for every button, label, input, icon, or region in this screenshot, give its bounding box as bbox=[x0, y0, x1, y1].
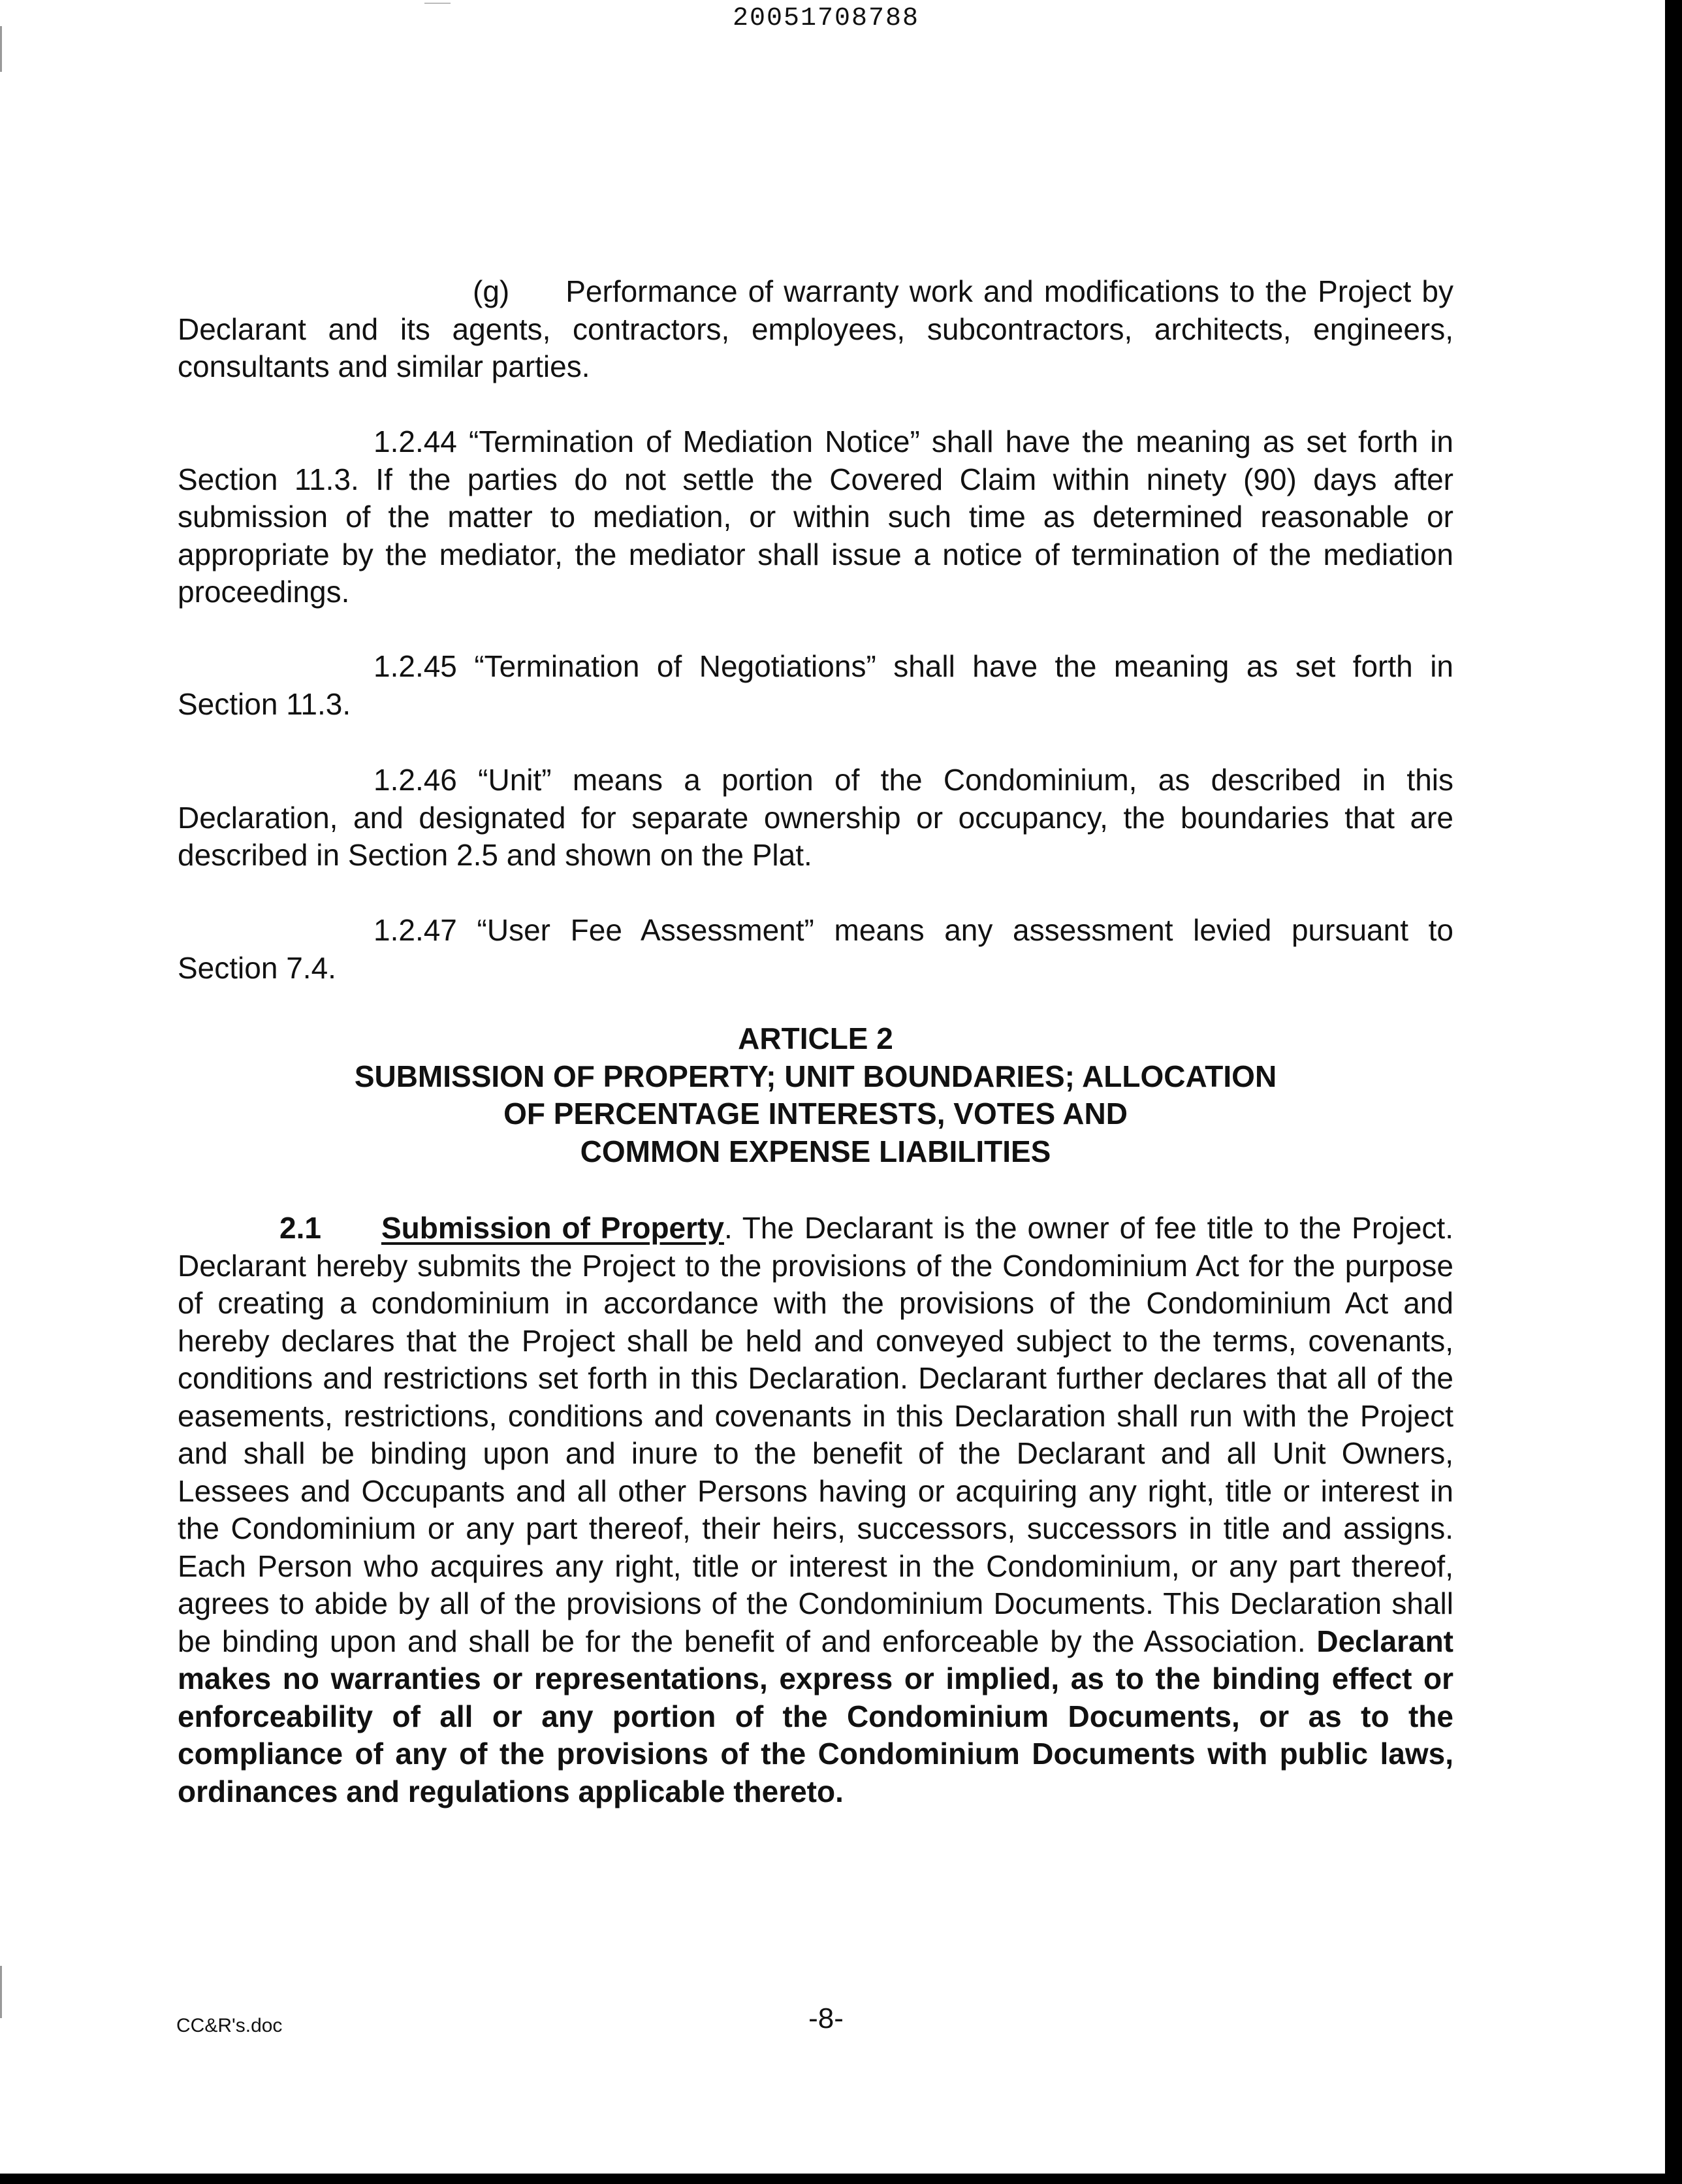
paragraph-text: Performance of warranty work and modifications to the Project by Declarant and its agents, contractors, employees, subcontractors, architects, engineers, consultants and similar parties. bbox=[178, 274, 1453, 383]
recording-number: 20051708788 bbox=[732, 4, 920, 33]
section-disclaimer: Declarant makes no warranties or representations, express or implied, as to the binding effect or enforceability of all or any portion of the Condominium Documents, or as to the compliance of any of the provisions of the Condominium Documents with public laws, ordinances and regulations applicable thereto. bbox=[178, 1624, 1453, 1808]
article-subtitle-line: OF PERCENTAGE INTERESTS, VOTES AND bbox=[503, 1097, 1128, 1131]
paragraph-1-2-45 bbox=[178, 648, 1453, 723]
section-title: Submission of Property bbox=[381, 1211, 724, 1245]
article-title: ARTICLE 2 bbox=[738, 1021, 893, 1055]
footer-filename: CC&R's.doc bbox=[176, 2015, 283, 2036]
paragraph-text: 1.2.44 “Termination of Mediation Notice” shall have the meaning as set forth in Section 11.3. If the parties do not settle the Covered Claim within ninety (90) days after submission of the matter to mediation, or within such time as determined reasonable or appropriate by the mediator, the mediator shall issue a notice of termination of the mediation proceedings. bbox=[178, 425, 1453, 609]
paragraph-text: 1.2.46 “Unit” means a portion of the Condominium, as described in this Declaration, and designated for separate ownership or occupancy, the boundaries that are described in Section 2.5 and shown on the Plat. bbox=[178, 763, 1453, 872]
paragraph-1-2-47 bbox=[178, 912, 1453, 987]
paragraph-1-2-46 bbox=[178, 762, 1453, 875]
section-body: . The Declarant is the owner of fee title to the Project. Declarant hereby submits the Project to the provisions of the Condominium Act for the purpose of creating a condominium in accordance with the provisions of the Condominium Act and hereby declares that the Project shall be held and conveyed subject to the terms, covenants, conditions and restrictions set forth in this Declaration. Declarant further declares that all of the easements, restrictions, conditions and covenants in this Declaration shall run with the Project and shall be binding upon and inure to the benefit of the Declarant and all Unit Owners, Lessees and Occupants and all other Persons having or acquiring any right, title or interest in the Condominium or any part thereof, their heirs, successors, successors in title and assigns. Each Person who acquires any right, title or interest in the Condominium, or any part thereof, agrees to abide by all of the provisions of the Condominium Documents. This Declaration shall be binding upon and shall be for the benefit of and enforceable by the Association. bbox=[178, 1211, 1453, 1658]
item-label: (g) bbox=[473, 274, 510, 308]
article-subtitle-line: COMMON EXPENSE LIABILITIES bbox=[580, 1134, 1051, 1168]
article-heading bbox=[178, 1020, 1453, 1170]
page-number: -8- bbox=[808, 2002, 844, 2034]
paragraph-text: 1.2.45 “Termination of Negotiations” shall have the meaning as set forth in Section 11.3. bbox=[178, 649, 1453, 721]
paragraph-1-2-44 bbox=[178, 423, 1453, 611]
paragraph-text: 1.2.47 “User Fee Assessment” means any assessment levied pursuant to Section 7.4. bbox=[178, 913, 1453, 985]
paragraph-g bbox=[178, 273, 1453, 386]
article-subtitle-line: SUBMISSION OF PROPERTY; UNIT BOUNDARIES; ALLOCATION bbox=[354, 1059, 1277, 1093]
section-number: 2.1 bbox=[279, 1211, 321, 1245]
scan-bottom-border bbox=[0, 2174, 1682, 2184]
section-2-1 bbox=[178, 1210, 1453, 1810]
scan-right-border bbox=[1665, 0, 1682, 2184]
